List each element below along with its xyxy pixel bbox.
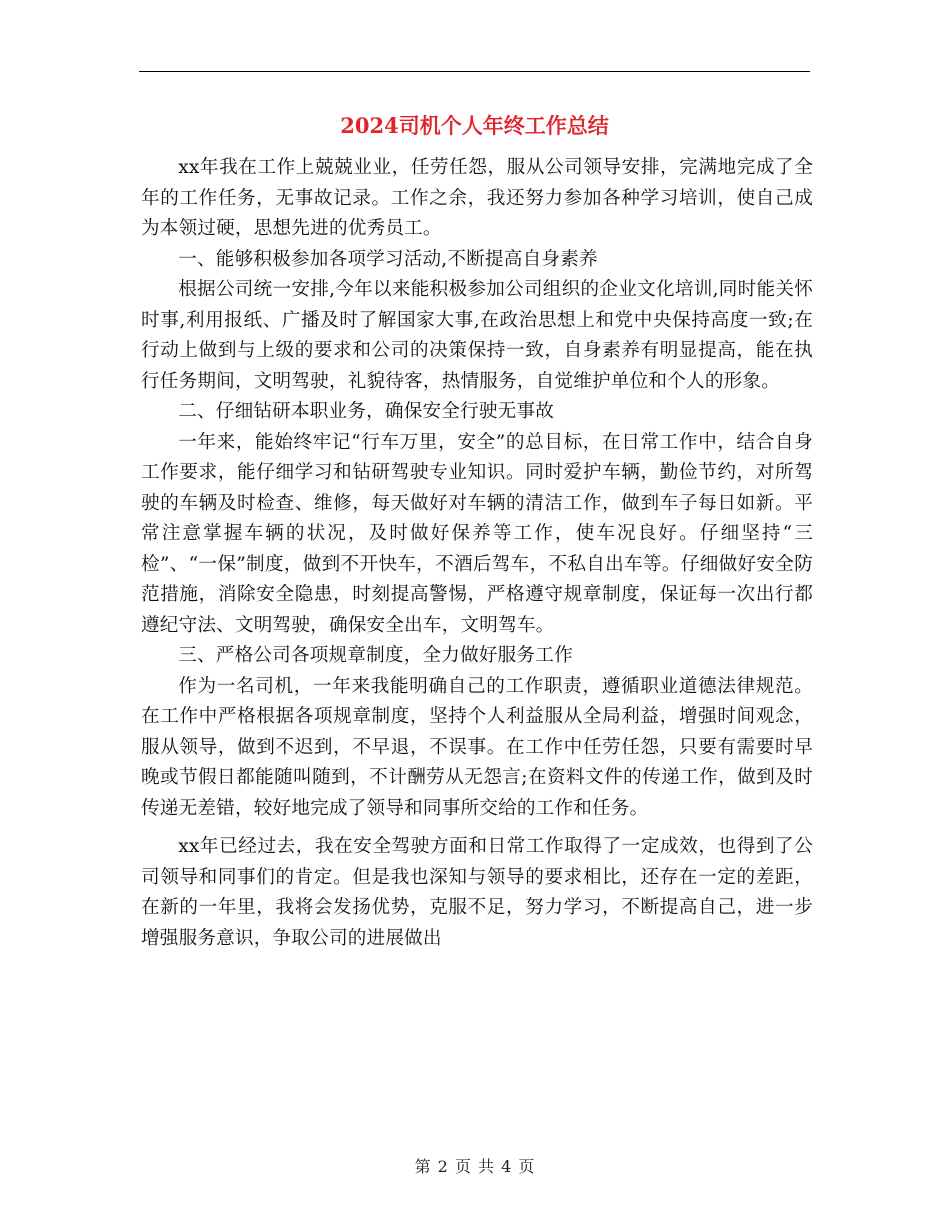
section-heading-3: 三、严格公司各项规章制度，全力做好服务工作 (178, 645, 573, 666)
document-body (141, 153, 813, 954)
section-paragraph-2: 一年来，能始终牢记“行车万里，安全”的总目标，在日常工作中，结合自身工作要求，能仔细学习和钻研驾驶专业知识。同时爱护车辆，勤俭节约，对所驾驶的车辆及时检查、维修，每天做好对车辆的清洁工作，做到车子每日如新。平常注意掌握车辆的状况，及时做好保养等工作，使车况良好。仔细坚持“三检”、“一保”制度，做到不开快车，不酒后驾车，不私自出车等。仔细做好安全防范措施，消除安全隐患，时刻提高警惕，严格遵守规章制度，保证每一次出行都遵纪守法、文明驾驶，确保安全出车，文明驾车。 (141, 431, 813, 636)
page-number-footer: 第 2 页 共 4 页 (414, 1157, 536, 1176)
section-heading-1: 一、能够积极参加各项学习活动,不断提高自身素养 (178, 248, 598, 270)
intro-paragraph: xx年我在工作上兢兢业业，任劳任怨，服从公司领导安排，完满地完成了全年的工作任务，无事故记录。工作之余，我还努力参加各种学习培训，使自己成为本领过硬，思想先进的优秀员工。 (141, 157, 813, 239)
section-paragraph-1: 根据公司统一安排,今年以来能积极参加公司组织的企业文化培训,同时能关怀时事,利用报纸、广播及时了解国家大事,在政治思想上和党中央保持高度一致;在行动上做到与上级的要求和公司的决策保持一致，自身素养有明显提高，能在执行任务期间，文明驾驶，礼貌待客，热情服务，自觉维护单位和个人的形象。 (141, 279, 813, 392)
section-paragraph-3: 作为一名司机，一年来我能明确自己的工作职责，遵循职业道德法律规范。在工作中严格根据各项规章制度，坚持个人利益服从全局利益，增强时间观念，服从领导，做到不迟到，不早退，不误事。在工作中任劳任怨，只要有需要时早晚或节假日都能随叫随到，不计酬劳从无怨言;在资料文件的传递工作，做到及时传递无差错，较好地完成了领导和同事所交给的工作和任务。 (141, 675, 813, 819)
document-title: 2024司机个人年终工作总结 (340, 113, 609, 138)
closing-paragraph: xx年已经过去，我在安全驾驶方面和日常工作取得了一定成效，也得到了公司领导和同事们的肯定。但是我也深知与领导的要求相比，还存在一定的差距，在新的一年里，我将会发扬优势，克服不足，努力学习，不断提高自己，进一步增强服务意识，争取公司的进展做出 (141, 836, 813, 949)
section-heading-2: 二、仔细钻研本职业务，确保安全行驶无事故 (178, 401, 555, 422)
header-rule (139, 71, 810, 72)
